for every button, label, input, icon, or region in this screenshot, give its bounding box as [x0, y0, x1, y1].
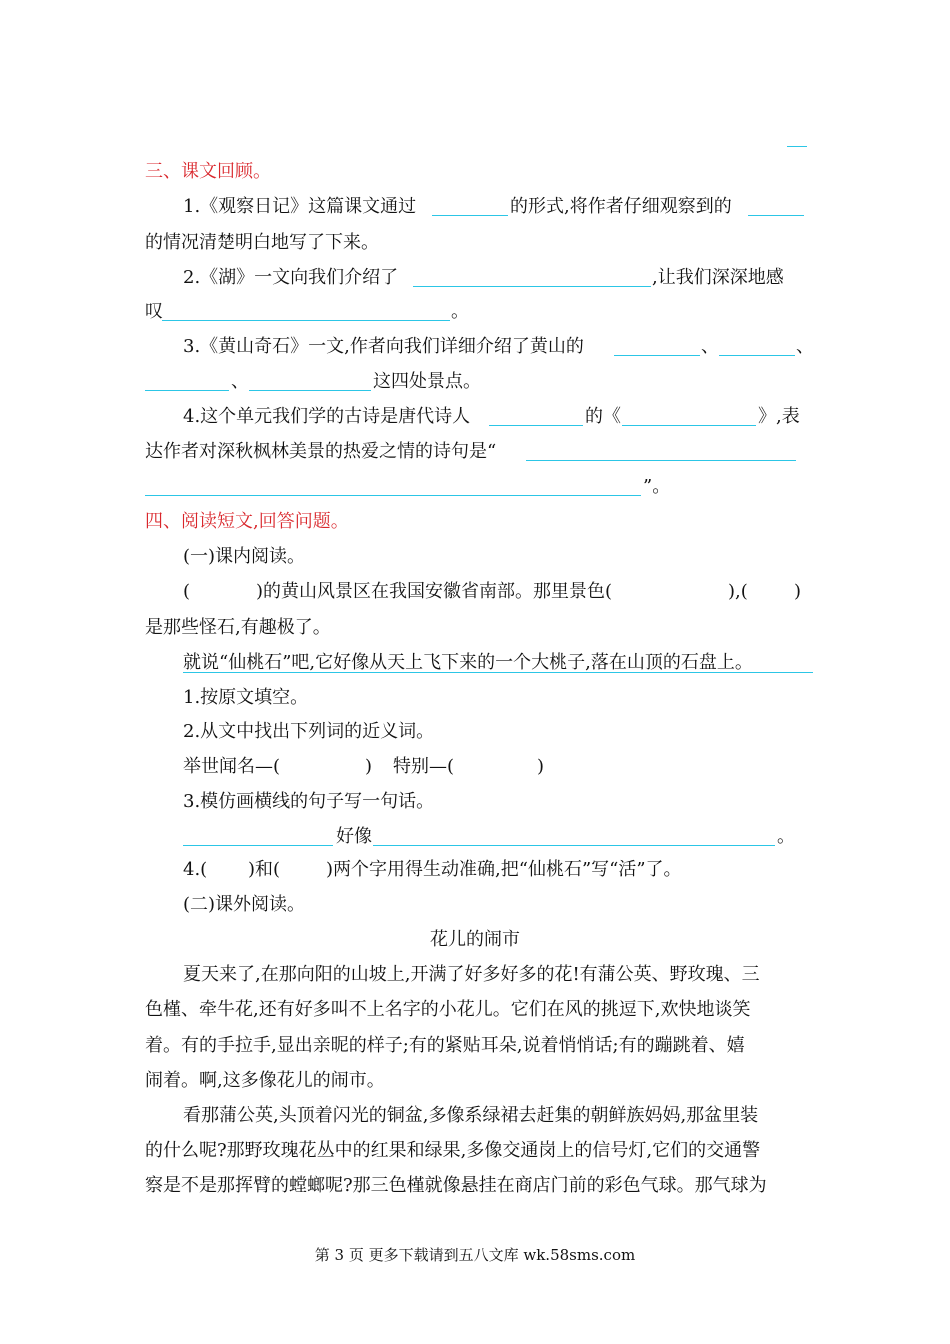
- q2-blank-1[interactable]: [413, 268, 651, 287]
- q4-blank-poem[interactable]: [622, 407, 756, 426]
- q3-blank-3[interactable]: [145, 372, 229, 391]
- story-title-row: [0, 928, 950, 952]
- reading-q4-c: )两个字用得生动准确,把“仙桃石”写“活”了。: [326, 859, 682, 880]
- synonym-2-label: 特别—(: [393, 756, 455, 777]
- q2-blank-2[interactable]: [162, 302, 450, 321]
- q3-text-a: 3.《黄山奇石》一文,作者向我们详细介绍了黄山的: [183, 336, 584, 357]
- reading-q2: 2.从文中找出下列词的近义词。: [183, 721, 435, 742]
- section4-heading: 四、阅读短文,回答问题。: [145, 511, 349, 532]
- imitate-blank-1[interactable]: [183, 827, 333, 846]
- page-footer: 第 3 页 更多下载请到五八文库 wk.58sms.com: [314, 1246, 636, 1264]
- q3-blank-2[interactable]: [719, 337, 795, 356]
- synonym-1-close: ): [365, 756, 373, 777]
- story-text-7: 察是不是那挥臂的螳螂呢?那三色槿就像悬挂在商店门前的彩色气球。那气球为: [145, 1175, 767, 1196]
- q1-blank-2[interactable]: [748, 197, 804, 216]
- passage-text-2: ),(: [728, 581, 748, 602]
- story-text-4: 闹着。啊,这多像花儿的闹市。: [145, 1070, 385, 1091]
- synonym-2-close: ): [537, 756, 545, 777]
- passage-underlined-sentence: 就说“仙桃石”吧,它好像从天上飞下来的一个大桃子,落在山顶的石盘上。: [183, 652, 753, 673]
- q3-sep-1: 、: [701, 336, 719, 357]
- q3-sep-3: 、: [231, 371, 249, 392]
- imitate-blank-2[interactable]: [373, 827, 775, 846]
- story-text-2: 色槿、牵牛花,还有好多叫不上名字的小花儿。它们在风的挑逗下,欢快地谈笑: [145, 999, 751, 1020]
- q4-text-b: 的《: [585, 406, 621, 427]
- story-text-6: 的什么呢?那野玫瑰花丛中的红果和绿果,多像交通岗上的信号灯,它们的交通警: [145, 1140, 761, 1161]
- q3-blank-1[interactable]: [614, 337, 700, 356]
- reading-q4-a: 4.(: [183, 859, 208, 880]
- part2-title: (二)课外阅读。: [183, 894, 306, 915]
- q4-text-a: 4.这个单元我们学的古诗是唐代诗人: [183, 406, 471, 427]
- story-title: 花儿的闹市: [430, 929, 520, 950]
- synonym-1-label: 举世闻名—(: [183, 756, 281, 777]
- passage-text-1: )的黄山风景区在我国安徽省南部。那里景色(: [256, 581, 613, 602]
- q4-text-d: 达作者对深秋枫林美景的热爱之情的诗句是“: [145, 441, 497, 462]
- section3-heading: 三、课文回顾。: [145, 161, 271, 182]
- passage-text-3: 是那些怪石,有趣极了。: [145, 617, 331, 638]
- passage-underline: [183, 672, 813, 673]
- q1-blank-1[interactable]: [432, 197, 508, 216]
- story-text-5: 看那蒲公英,头顶着闪光的铜盆,多像系绿裙去赶集的朝鲜族妈妈,那盆里装: [183, 1105, 759, 1126]
- q1-text-b: 的形式,将作者仔细观察到的: [510, 196, 732, 217]
- q3-sep-2: 、: [796, 336, 814, 357]
- part1-title: (一)课内阅读。: [183, 546, 306, 567]
- q4-blank-line-1[interactable]: [526, 442, 796, 461]
- q2-text-b: ,让我们深深地感: [652, 267, 784, 288]
- q4-blank-line-2[interactable]: [145, 477, 641, 496]
- reading-q4-b: )和(: [248, 859, 281, 880]
- story-text-1: 夏天来了,在那向阳的山坡上,开满了好多好多的花!有蒲公英、野玫瑰、三: [183, 964, 760, 985]
- story-text-3: 着。有的手拉手,显出亲昵的样子;有的紧贴耳朵,说着悄悄话;有的蹦跳着、嬉: [145, 1035, 745, 1056]
- q1-text-c: 的情况清楚明白地写了下来。: [145, 232, 379, 253]
- imitate-end: 。: [777, 826, 795, 847]
- reading-q1: 1.按原文填空。: [183, 687, 309, 708]
- imitate-mid: 好像: [336, 826, 372, 847]
- q2-text-d: 。: [451, 301, 469, 322]
- reading-q3: 3.模仿画横线的句子写一句话。: [183, 791, 435, 812]
- q1-text-a: 1.《观察日记》这篇课文通过: [183, 196, 417, 217]
- q3-text-b: 这四处景点。: [373, 371, 481, 392]
- q4-text-c: 》,表: [758, 406, 800, 427]
- q4-text-e: ”。: [643, 476, 671, 497]
- q4-blank-poet[interactable]: [489, 407, 583, 426]
- passage-paren-open: (: [183, 581, 191, 602]
- passage-paren-close: ): [794, 581, 802, 602]
- q3-blank-4[interactable]: [249, 372, 371, 391]
- q2-text-a: 2.《湖》一文向我们介绍了: [183, 267, 399, 288]
- top-blank-line: [787, 146, 807, 147]
- q2-text-c: 叹: [145, 301, 163, 322]
